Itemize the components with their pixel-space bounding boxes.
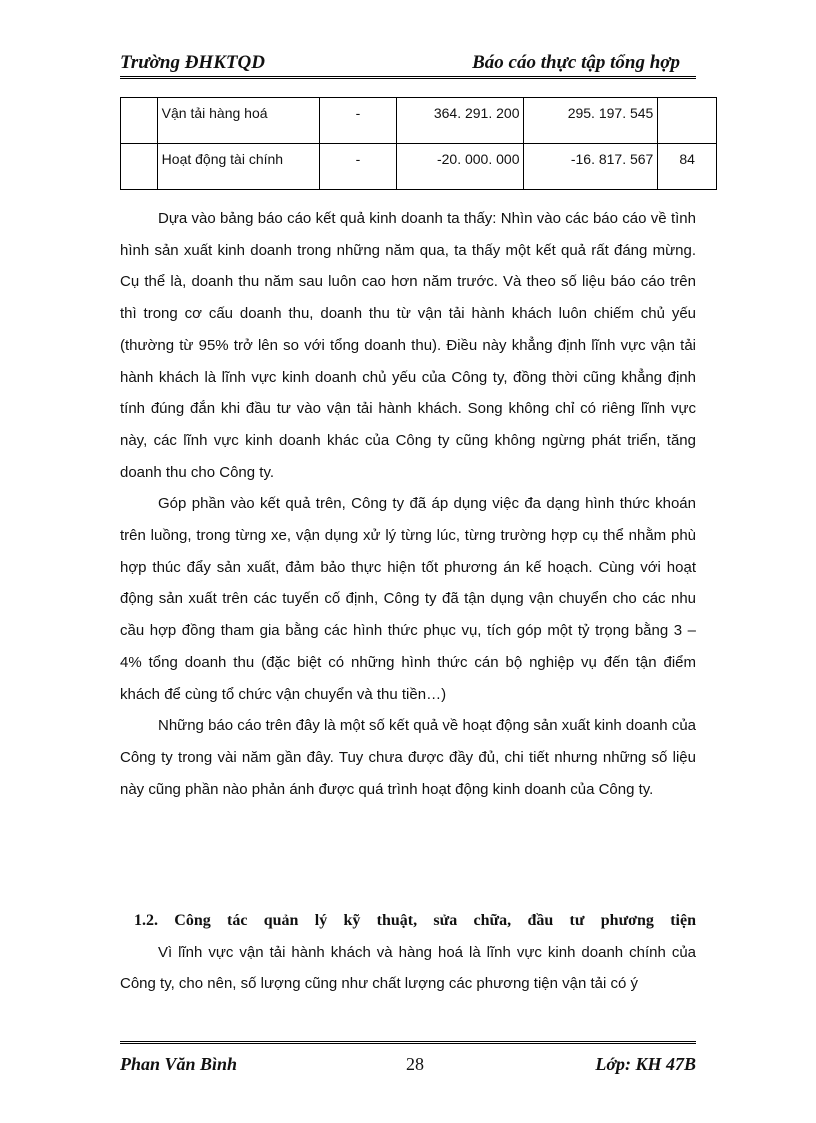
page-number: 28 <box>406 1054 424 1074</box>
page-footer <box>120 1041 696 1078</box>
table-row <box>121 144 717 190</box>
table-cell: -16. 817. 567 <box>524 144 658 190</box>
footer-author: Phan Văn Bình <box>120 1054 238 1074</box>
paragraph: Dựa vào bảng báo cáo kết quả kinh doanh ta thấy: Nhìn vào các báo cáo về tình hình sản xuất kinh doanh trong những năm qua, ta thấy một kết quả rất đáng mừng. Cụ thể là, doanh thu năm sau luôn cao hơn năm trước. Và theo số liệu báo cáo trên thì trong cơ cấu doanh thu, doanh thu từ vận tải hành khách luôn chiếm chủ yếu (thường từ 95% trở lên so với tổng doanh thu). Điều này khẳng định lĩnh vực vận tải hành khách là lĩnh vực kinh doanh chủ yếu của Công ty, đồng thời cũng khẳng định tính đúng đắn khi đầu tư vào vận tải hành khách. Song không chỉ có riêng lĩnh vực này, các lĩnh vực kinh doanh khác của Công ty cũng không ngừng phát triển, tăng doanh thu cho Công ty. <box>120 210 696 481</box>
paragraph: Những báo cáo trên đây là một số kết quả về hoạt động sản xuất kinh doanh của Công ty trong vài năm gần đây. Tuy chưa được đầy đủ, chi tiết nhưng những số liệu này cũng phần nào phản ánh được quá trình hoạt động kinh doanh của Công ty. <box>120 717 696 798</box>
table-cell-label: Vận tải hàng hoá <box>157 98 320 144</box>
table-cell <box>121 144 158 190</box>
financial-table <box>120 97 717 190</box>
table-cell-label: Hoạt động tài chính <box>157 144 320 190</box>
table-cell: -20. 000. 000 <box>396 144 524 190</box>
paragraph: Góp phần vào kết quả trên, Công ty đã áp dụng việc đa dạng hình thức khoán trên luồng, trong từng xe, vận dụng xử lý từng lúc, từng trường hợp cụ thể nhằm phù hợp thúc đẩy sản xuất, đảm bảo thực hiện tốt phương án kế hoạch. Cùng với hoạt động sản xuất trên các tuyến cố định, Công ty đã tận dụng vận chuyển cho các nhu cầu hợp đồng tham gia bằng các hình thức phục vụ, tích góp một tỷ trọng bằng 3 – 4% tổng doanh thu (đặc biệt có những hình thức cán bộ nghiệp vụ đến tận điểm khách để cùng tổ chức vận chuyển và thu tiền…) <box>120 495 696 703</box>
header-report-title: Báo cáo thực tập tổng hợp <box>472 52 680 73</box>
table-cell: 84 <box>658 144 717 190</box>
footer-class: Lớp: KH 47B <box>595 1054 696 1074</box>
paragraph: Vì lĩnh vực vận tải hành khách và hàng hoá là lĩnh vực kinh doanh chính của Công ty, cho nên, số lượng cũng như chất lượng các phương tiện vận tải có ý <box>120 944 696 992</box>
body-text <box>120 203 696 805</box>
table-cell <box>121 98 158 144</box>
header-school: Trường ĐHKTQD <box>120 52 265 73</box>
table-cell: - <box>320 144 396 190</box>
page-header <box>120 50 696 79</box>
section-1-2 <box>120 905 696 999</box>
table-row <box>121 98 717 144</box>
table-cell: 364. 291. 200 <box>396 98 524 144</box>
table-cell: 295. 197. 545 <box>524 98 658 144</box>
table-cell: - <box>320 98 396 144</box>
section-heading: 1.2. Công tác quản lý kỹ thuật, sửa chữa, đầu tư phương tiện <box>134 912 696 929</box>
table-cell <box>658 98 717 144</box>
